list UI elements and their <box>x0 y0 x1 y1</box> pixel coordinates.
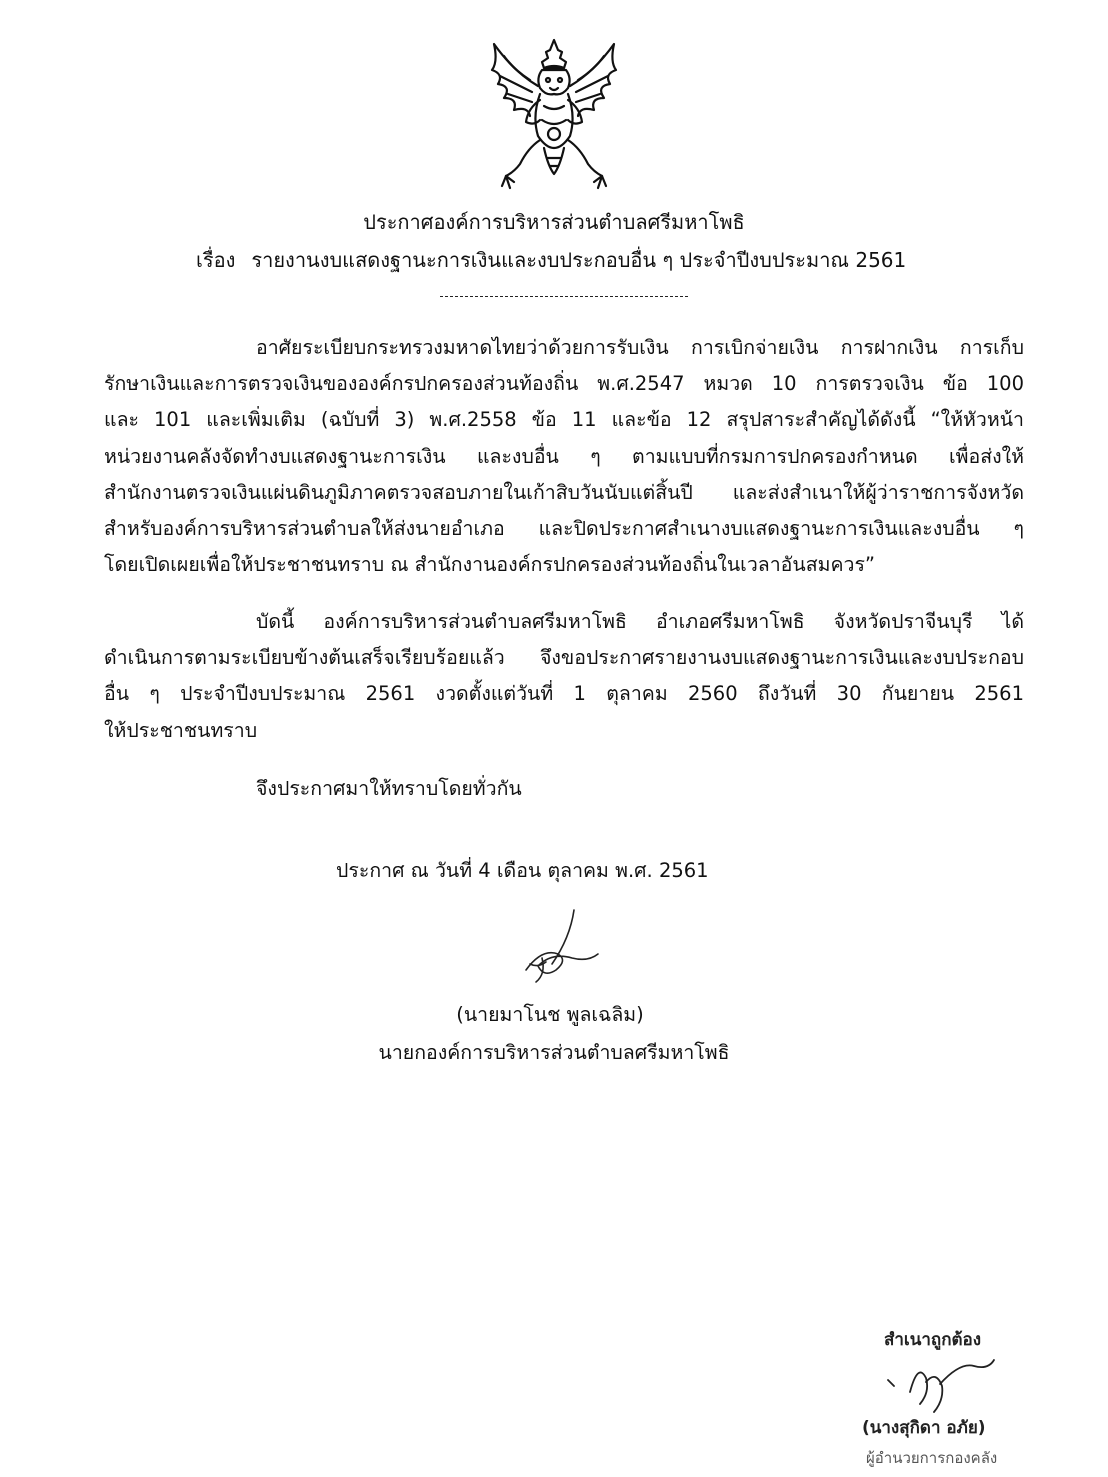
paragraph-line: ดำเนินการตามระเบียบข้างต้นเสร็จเรียบร้อยแล้ว จึงขอประกาศรายงานงบแสดงฐานะการเงินและงบประกอบ <box>104 646 1024 670</box>
paragraph-line: สำหรับองค์การบริหารส่วนตำบลให้ส่งนายอำเภอ และปิดประกาศสำเนางบแสดงฐานะการเงินและงบอื่น ๆ <box>104 517 1024 541</box>
paragraph-line: โดยเปิดเผยเพื่อให้ประชาชนทราบ ณ สำนักงานองค์กรปกครองส่วนท้องถิ่นในเวลาอันสมควร” <box>104 553 876 577</box>
subject-text: รายงานงบแสดงฐานะการเงินและงบประกอบอื่น ๆ ประจำปีงบประมาณ 2561 <box>251 248 907 272</box>
signer-name <box>0 1000 1108 1030</box>
certifier-name: (นางสุกิดา อภัย) <box>862 1418 986 1438</box>
paragraph-line: และ 101 และเพิ่มเติม (ฉบับที่ 3) พ.ศ.2558 ข้อ 11 และข้อ 12 สรุปสาระสำคัญได้ดังนี้ “ให้หัวหน้า <box>104 408 1024 432</box>
paragraph-line: อื่น ๆ ประจำปีงบประมาณ 2561 งวดตั้งแต่วันที่ 1 ตุลาคม 2560 ถึงวันที่ 30 กันยายน 2561 <box>104 682 1024 706</box>
paragraph-line: บัดนี้ องค์การบริหารส่วนตำบลศรีมหาโพธิ อำเภอศรีมหาโพธิ จังหวัดปราจีนบุรี ได้ <box>256 610 1024 633</box>
announcement-title: ประกาศองค์การบริหารส่วนตำบลศรีมหาโพธิ <box>363 210 745 234</box>
paragraph-line: รักษาเงินและการตรวจเงินขององค์กรปกครองส่วนท้องถิ่น พ.ศ.2547 หมวด 10 การตรวจเงิน ข้อ 100 <box>104 372 1024 396</box>
garuda-emblem-icon <box>484 36 624 196</box>
dashed-divider <box>440 296 688 297</box>
certified-copy-label: สำเนาถูกต้อง <box>884 1330 982 1350</box>
mayor-signature-icon <box>512 908 602 996</box>
paragraph-line: ให้ประชาชนทราบ <box>104 718 258 742</box>
subject-label: เรื่อง <box>196 248 236 272</box>
paragraph-line: สำนักงานตรวจเงินแผ่นดินภูมิภาคตรวจสอบภายในเก้าสิบวันนับแต่สิ้นปี และส่งสำเนาให้ผู้ว่าราชการจังหวัด <box>104 480 1024 504</box>
body-paragraph-2 <box>104 604 1024 749</box>
signer-name-text: (นายมาโนช พูลเฉลิม) <box>456 1003 644 1026</box>
paragraph-line: อาศัยระเบียบกระทรวงมหาดไทยว่าด้วยการรับเงิน การเบิกจ่ายเงิน การฝากเงิน การเก็บ <box>256 336 1024 359</box>
announcement-date: ประกาศ ณ วันที่ 4 เดือน ตุลาคม พ.ศ. 2561 <box>336 859 709 882</box>
paragraph-line: หน่วยงานคลังจัดทำงบแสดงฐานะการเงิน และงบอื่น ๆ ตามแบบที่กรมการปกครองกำหนด เพื่อส่งให้ <box>104 444 1024 468</box>
announcement-subject <box>196 246 906 274</box>
body-paragraph-1 <box>104 330 1024 583</box>
certifier-position: ผู้อำนวยการกองคลัง <box>866 1449 998 1467</box>
closing-statement: จึงประกาศมาให้ทราบโดยทั่วกัน <box>256 777 522 800</box>
certifier-signature-icon <box>870 1352 1000 1422</box>
signer-title: นายกองค์การบริหารส่วนตำบลศรีมหาโพธิ <box>378 1041 730 1064</box>
